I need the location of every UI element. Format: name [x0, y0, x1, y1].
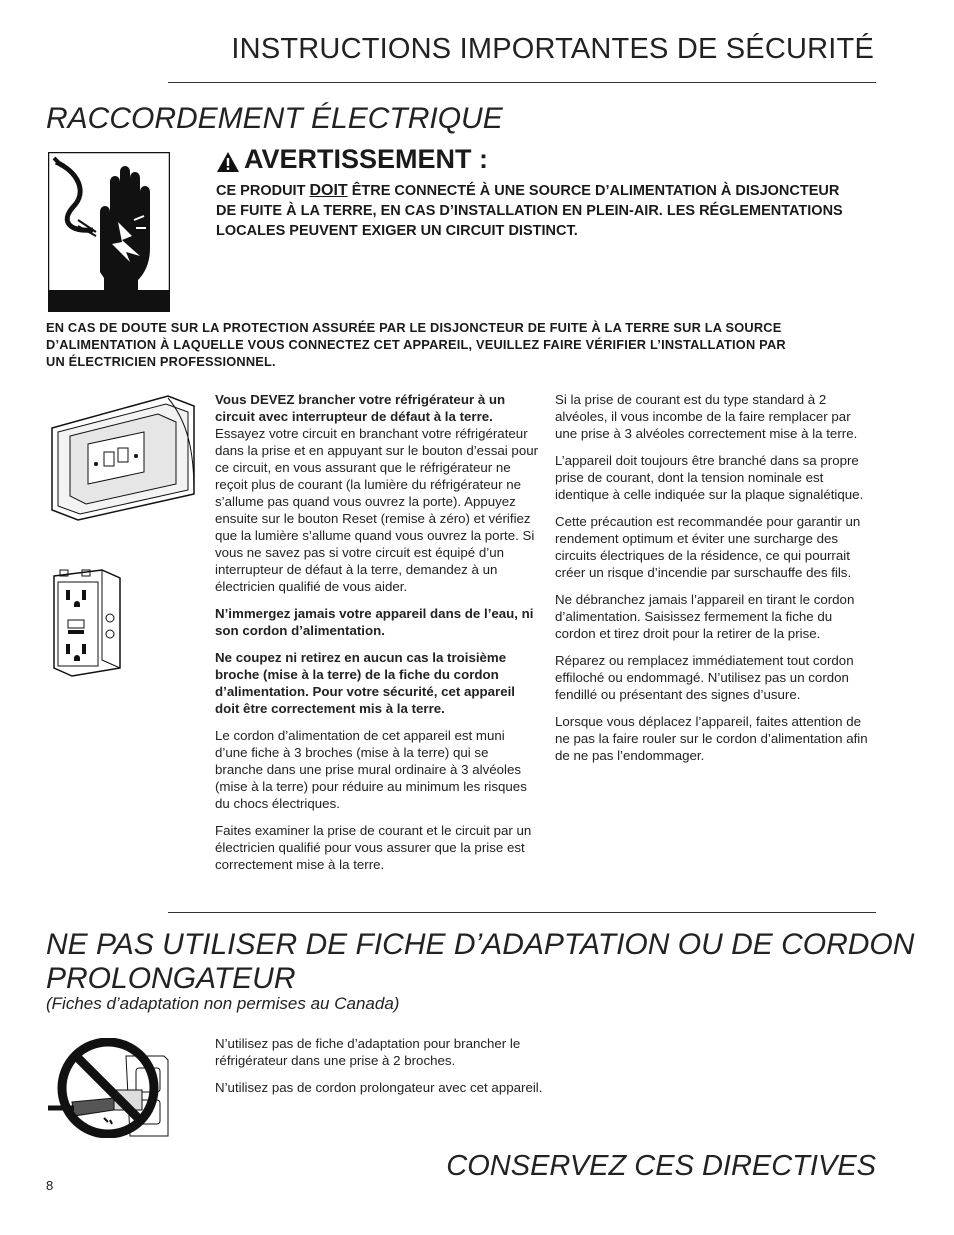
section2-title-line-2: PROLONGATEUR [46, 962, 296, 995]
page-header-title: INSTRUCTIONS IMPORTANTES DE SÉCURITÉ [231, 33, 874, 65]
col1-paragraph-4: Le cordon d’alimentation de cet appareil est muni d’une fiche à 3 broches (mise à la terre) qui se branche dans une prise mural ordinaire à 3 alvéoles (mise à la terre) pour réduire au minimum les risques du chocs électriques. [215, 728, 527, 811]
col1-p1-rest: Essayez votre circuit en branchant votre réfrigérateur dans la prise et en appuyant sur le bouton d’essai pour ce circuit, en vous assurant que le réfrigérateur ne reçoit plus de courant (la lumière du réfrigérateur ne s’allume pas quand vous ouvrez la porte). Appuyez ensuite sur le bouton Reset (remise à zéro) et vérifiez que la lumière s’allume quand vous ouvrez la porte. Si vous ne savez pas si votre circuit est équipé d’un interrupteur de défaut à la terre, demandez à un électricien qualifié de vous aider. [215, 426, 539, 594]
warning-title-text: AVERTISSEMENT : [244, 144, 489, 174]
section-title-raccordement: RACCORDEMENT ÉLECTRIQUE [46, 102, 503, 135]
col1-paragraph-1 [215, 391, 540, 595]
warning-title [216, 144, 488, 175]
warning-line-1 [216, 181, 896, 201]
col2-paragraph-5: Réparez ou remplacez immédiatement tout cordon effiloché ou endommagé. N’utilisez pas un cordon fendillé ou présentant des signes d’usure. [555, 653, 854, 702]
section2-text [215, 1035, 545, 1106]
column-2 [555, 391, 870, 774]
col2-paragraph-6: Lorsque vous déplacez l’appareil, faites attention de ne pas la faire rouler sur le cordon d’alimentation afin de ne pas l’endommager. [555, 714, 868, 763]
col1-paragraph-2: N’immergez jamais votre appareil dans de l’eau, ni son cordon d’alimentation. [215, 606, 534, 638]
no-adapter-prohibited-icon [44, 1038, 172, 1138]
section2-paragraph-2: N’utilisez pas de cordon prolongateur avec cet appareil. [215, 1080, 543, 1095]
save-instructions-title: CONSERVEZ CES DIRECTIVES [446, 1150, 876, 1182]
column-1 [215, 391, 540, 883]
warning-triangle-icon [216, 149, 240, 171]
section-divider [168, 912, 876, 913]
col2-paragraph-3: Cette précaution est recommandée pour garantir un rendement optimum et éviter une surcharge des circuits électriques de la résidence, ce qui pourrait créer un risque d’incendie par surschauffe des fils. [555, 514, 861, 580]
warning-line-2: DE FUITE À LA TERRE, EN CAS D’INSTALLATION EN PLEIN-AIR. LES RÉGLEMENTATIONS [216, 203, 843, 219]
header-rule [168, 82, 876, 83]
section2-subtitle: (Fiches d’adaptation non permises au Canada) [46, 994, 400, 1013]
doubt-line-1: EN CAS DE DOUTE SUR LA PROTECTION ASSURÉE PAR LE DISJONCTEUR DE FUITE À LA TERRE SUR LA SOURCE [46, 320, 782, 335]
section2-title-line-1: NE PAS UTILISER DE FICHE D’ADAPTATION OU DE CORDON [46, 928, 915, 961]
section2-paragraph-1: N’utilisez pas de fiche d’adaptation pour brancher le réfrigérateur dans une prise à 2 broches. [215, 1036, 521, 1068]
doubt-line-2: D’ALIMENTATION À LAQUELLE VOUS CONNECTEZ CET APPAREIL, VEUILLEZ FAIRE VÉRIFIER L’INSTALLATION PAR [46, 337, 786, 352]
doubt-paragraph [46, 319, 926, 370]
gfci-outlet-icon [52, 568, 122, 678]
col2-paragraph-4: Ne débranchez jamais l’appareil en tirant le cordon d’alimentation. Saisissez fermement la fiche du cordon et tirez droit pour la retirer de la prise. [555, 592, 855, 641]
col2-paragraph-2: L’appareil doit toujours être branché dans sa propre prise de courant, dont la tension nominale est identique à celle indiquée sur la plaque signalétique. [555, 453, 864, 502]
section-title-adaptation [46, 928, 926, 996]
doubt-line-3: UN ÉLECTRICIEN PROFESSIONNEL. [46, 354, 276, 369]
warning-line-3: LOCALES PEUVENT EXIGER UN CIRCUIT DISTINCT. [216, 223, 578, 239]
warning-emphasis: DOIT [309, 182, 348, 199]
warning-line-1-post: ÊTRE CONNECTÉ À UNE SOURCE D’ALIMENTATION À DISJONCTEUR [347, 183, 840, 199]
col1-p1-bold: Vous DEVEZ brancher votre réfrigérateur à un circuit avec interrupteur de défaut à la terre. [215, 392, 506, 424]
col1-paragraph-5: Faites examiner la prise de courant et le circuit par un électricien qualifié pour vous assurer que la prise est correctement mise à la terre. [215, 823, 532, 872]
page-number: 8 [46, 1178, 54, 1193]
col2-paragraph-1: Si la prise de courant est du type standard à 2 alvéoles, il vous incombe de la faire remplacer par une prise à 3 alvéoles correctement mise à la terre. [555, 392, 858, 441]
col1-paragraph-3: Ne coupez ni retirez en aucun cas la troisième broche (mise à la terre) de la fiche du cordon d’alimentation. Pour votre sécurité, cet appareil doit être correctement mis à la terre. [215, 650, 516, 716]
warning-line-1-pre: CE PRODUIT [216, 183, 310, 199]
warning-body [216, 181, 896, 241]
electric-shock-hand-icon [48, 152, 170, 312]
gfci-outlet-cover-icon [48, 392, 198, 522]
